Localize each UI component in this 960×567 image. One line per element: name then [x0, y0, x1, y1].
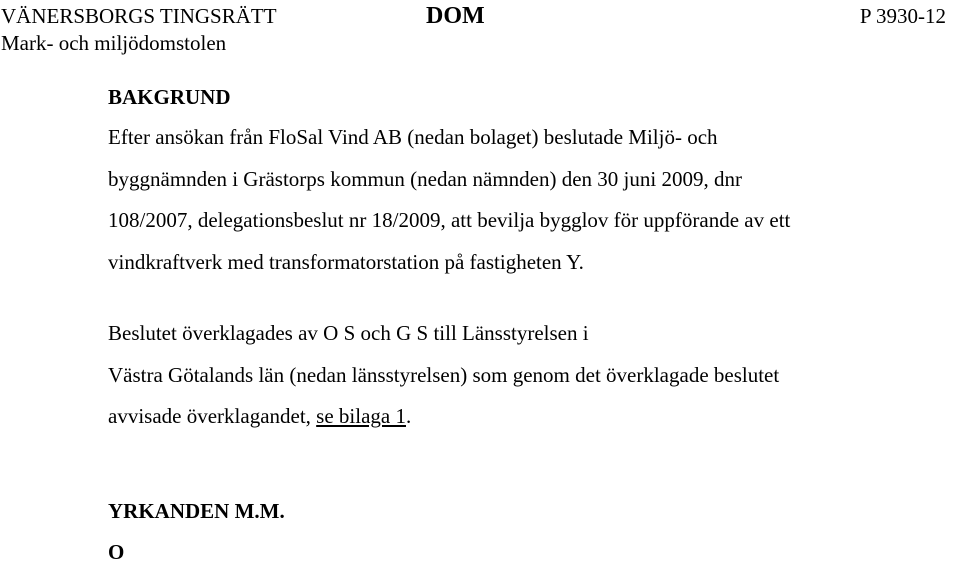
- section-heading-background: BAKGRUND: [108, 85, 231, 109]
- court-division: Mark- och miljödomstolen: [1, 31, 227, 55]
- text-fragment: avvisade överklagandet,: [108, 404, 317, 428]
- document-type: DOM: [426, 3, 485, 29]
- attachment-link[interactable]: se bilaga 1: [316, 404, 406, 428]
- text-line: Efter ansökan från FloSal Vind AB (nedan bolaget) beslutade Miljö- och: [108, 125, 718, 149]
- text-line: Västra Götalands län (nedan länsstyrelsen) som genom det överklagade beslutet: [108, 362, 780, 387]
- court-name: VÄNERSBORGS TINGSRÄTT: [1, 4, 277, 28]
- text-line: 108/2007, delegationsbeslut nr 18/2009, att bevilja bygglov för uppförande av ett: [108, 208, 791, 232]
- text-line: byggnämnden i Grästorps kommun (nedan nämnden) den 30 juni 2009, dnr: [108, 166, 742, 191]
- text-fragment: .: [405, 404, 412, 428]
- case-number: P 3930-12: [859, 4, 946, 28]
- section-heading-claims: YRKANDEN M.M.: [108, 498, 285, 523]
- text-line: Beslutet överklagades av O S och G S till Länsstyrelsen i: [108, 321, 589, 345]
- paragraph-background-1: [108, 117, 948, 283]
- document-body: [108, 82, 948, 567]
- section-subheading-o: O: [108, 539, 125, 564]
- paragraph-background-2: [108, 313, 948, 438]
- text-line: [108, 396, 948, 438]
- header-court-block: [1, 3, 277, 57]
- text-line: vindkraftverk med transformatorstation på fastigheten Y.: [108, 249, 584, 274]
